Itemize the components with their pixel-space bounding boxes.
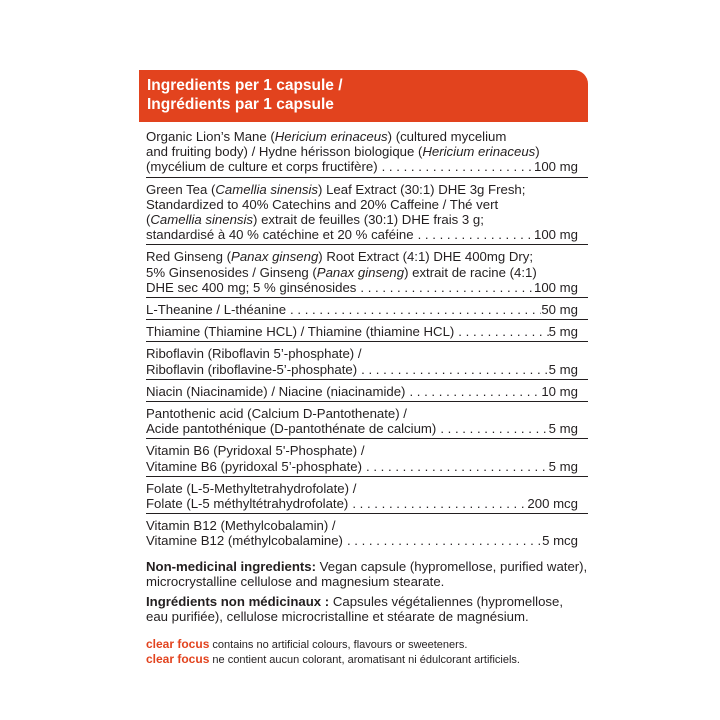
ingredient-amount: 50 mg [541,302,578,318]
ingredient-text [146,481,356,496]
ingredient-text-part: Riboflavin (riboflavine-5’-phosphate) [146,361,358,377]
ingredient-amount: 5 mg [548,361,578,377]
ingredient-text-part: Pantothenic acid (Calcium D-Pantothenate) / [146,406,407,422]
ingredient-text-part: (mycélium de culture et corps fructifère) [146,159,378,175]
ingredient-text-part: ) (cultured mycelium [387,129,507,144]
ingredients-panel [139,70,588,667]
ingredient-line [146,443,578,458]
ingredient-text [146,443,365,458]
ingredient-amount: 100 mg [534,279,578,295]
ingredient-text-part: Folate (L-5 méthyltétrahydrofolate) [146,496,349,512]
ingredient-line [146,144,578,159]
ingredient-text [146,518,336,533]
ingredient-row [146,405,588,439]
dot-leader [414,227,534,242]
footnote-en [146,637,588,652]
ingredient-text [146,324,454,339]
ingredient-row [146,323,588,342]
ingredient-text [146,384,405,399]
ingredient-text [146,459,362,474]
ingredient-amount: 5 mg [548,458,578,474]
non-medicinal-fr-label: Ingrédients non médicinaux : [146,593,330,609]
ingredient-text [146,227,414,242]
non-medicinal-fr-text: Capsules végétaliennes (hypromellose, eau purifiée), cellulose microcristalline et stéarate de magnésium. [146,593,564,625]
ingredient-row [146,248,588,298]
ingredient-text [146,129,506,144]
ingredient-text [146,302,286,317]
ingredient-text-part: ) Root Extract (4:1) DHE 400mg Dry; [318,249,534,265]
ingredient-text-part: Riboflavin (Riboflavin 5’-phosphate) / [146,346,362,362]
ingredient-text-part: Vitamin B6 (Pyridoxal 5'-Phosphate) / [146,443,365,459]
ingredient-line [146,384,578,399]
ingredient-line [146,362,578,377]
ingredient-text-part: Standardized to 40% Catechins and 20% Caffeine / Thé vert [146,196,499,212]
dot-leader [454,324,548,339]
ingredient-line [146,249,578,264]
ingredient-amount: 200 mcg [527,496,578,512]
ingredient-row [146,480,588,514]
non-medicinal-en [146,559,588,590]
ingredient-text-part: Vitamine B6 (pyridoxal 5’-phosphate) [146,458,363,474]
latin-name: Panax ginseng [316,264,405,280]
ingredient-line [146,459,578,474]
dot-leader [436,421,548,436]
ingredient-line [146,159,578,174]
header-title-en: Ingredients per 1 capsule / [147,77,343,94]
ingredient-line [146,421,578,436]
ingredient-text-part: Acide pantothénique (D-pantothénate de calcium) [146,421,437,437]
ingredient-amount: 100 mg [534,227,578,243]
ingredient-text [146,182,525,197]
ingredient-line [146,481,578,496]
dot-leader [378,159,534,174]
ingredient-text [146,533,343,548]
ingredient-text-part: ) extrait de feuilles (30:1) DHE frais 3 g; [253,212,484,228]
ingredient-text-part: Organic Lion’s Mane ( [146,129,275,144]
latin-name: Panax ginseng [231,249,319,265]
ingredient-text-part: Folate (L-5-Methyltetrahydrofolate) / [146,480,357,496]
ingredient-line [146,129,578,144]
ingredient-text-part: standardisé à 40 % catéchine et 20 % caféine [146,227,414,243]
footnote-en-text: contains no artificial colours, flavours or sweeteners. [209,639,468,652]
ingredient-row [146,181,588,246]
ingredient-row [146,517,588,550]
header-title-fr: Ingrédients par 1 capsule [147,96,334,113]
ingredient-line [146,212,578,227]
ingredient-text [146,280,356,295]
dot-leader [362,459,549,474]
ingredient-text-part: ) extrait de racine (4:1) [404,264,537,280]
ingredient-text-part: Niacin (Niacinamide) / Niacine (niacinamide) [146,383,406,399]
latin-name: Hericium erinaceus [274,129,388,144]
ingredient-text-part: ( [146,212,151,228]
non-medicinal-en-label: Non-medicinal ingredients: [146,558,316,574]
ingredient-text [146,144,540,159]
ingredient-text-part: DHE sec 400 mg; 5 % ginsénosides [146,279,357,295]
dot-leader [357,362,549,377]
ingredient-row [146,383,588,402]
brand-name: clear focus [146,652,210,667]
footnote-fr [146,652,588,667]
ingredient-line [146,406,578,421]
ingredient-text-part: ) [535,144,540,160]
ingredient-text [146,212,484,227]
ingredient-text-part: Red Ginseng ( [146,249,232,265]
ingredient-text [146,362,357,377]
ingredient-text-part: Vitamin B12 (Methylcobalamin) / [146,518,336,534]
ingredient-line [146,533,578,548]
non-medicinal-en-text: Vegan capsule (hypromellose, purified water), microcrystalline cellulose and magnesium stearate. [146,558,588,590]
ingredient-text [146,406,407,421]
ingredient-text-part: Green Tea ( [146,181,216,197]
ingredient-text [146,159,378,174]
ingredient-text-part: ) Leaf Extract (30:1) DHE 3g Fresh; [318,181,526,197]
ingredient-line [146,324,578,339]
ingredient-list [139,128,588,551]
ingredient-amount: 5 mg [548,324,578,340]
ingredient-text [146,496,348,511]
ingredient-text [146,249,533,264]
dot-leader [343,533,542,548]
ingredient-amount: 10 mg [541,383,578,399]
ingredient-line [146,302,578,317]
ingredient-text-part: and fruiting body) / Hydne hérisson biologique ( [146,144,423,160]
non-medicinal-fr [146,594,588,625]
non-medicinal-section [139,559,588,625]
ingredient-text [146,346,362,361]
dot-leader [405,384,541,399]
footnote-fr-text: ne contient aucun colorant, aromatisant ni édulcorant artificiels. [209,654,520,667]
ingredient-text [146,197,498,212]
ingredient-text [146,421,436,436]
dot-leader [348,496,527,511]
ingredient-row [146,442,588,476]
footnote [139,637,588,667]
latin-name: Camellia sinensis [150,212,254,228]
ingredient-line [146,265,578,280]
ingredient-line [146,280,578,295]
ingredient-amount: 100 mg [534,159,578,175]
ingredient-line [146,346,578,361]
ingredient-text-part: Vitamine B12 (méthylcobalamine) [146,533,343,549]
ingredient-text [146,265,537,280]
brand-name: clear focus [146,637,210,652]
ingredient-row [146,345,588,379]
ingredients-header [139,70,588,122]
ingredient-amount: 5 mg [548,421,578,437]
ingredient-amount: 5 mcg [542,533,578,549]
latin-name: Camellia sinensis [215,181,319,197]
ingredient-line [146,227,578,242]
ingredient-row [146,128,588,178]
dot-leader [286,302,541,317]
dot-leader [356,280,534,295]
ingredient-text-part: L-Theanine / L-théanine [146,302,287,318]
ingredient-row [146,301,588,320]
ingredient-line [146,197,578,212]
ingredient-text-part: 5% Ginsenosides / Ginseng ( [146,264,317,280]
ingredient-line [146,518,578,533]
ingredient-text-part: Thiamine (Thiamine HCL) / Thiamine (thiamine HCL) [146,324,455,340]
latin-name: Hericium erinaceus [422,144,536,160]
ingredient-line [146,496,578,511]
ingredient-line [146,182,578,197]
